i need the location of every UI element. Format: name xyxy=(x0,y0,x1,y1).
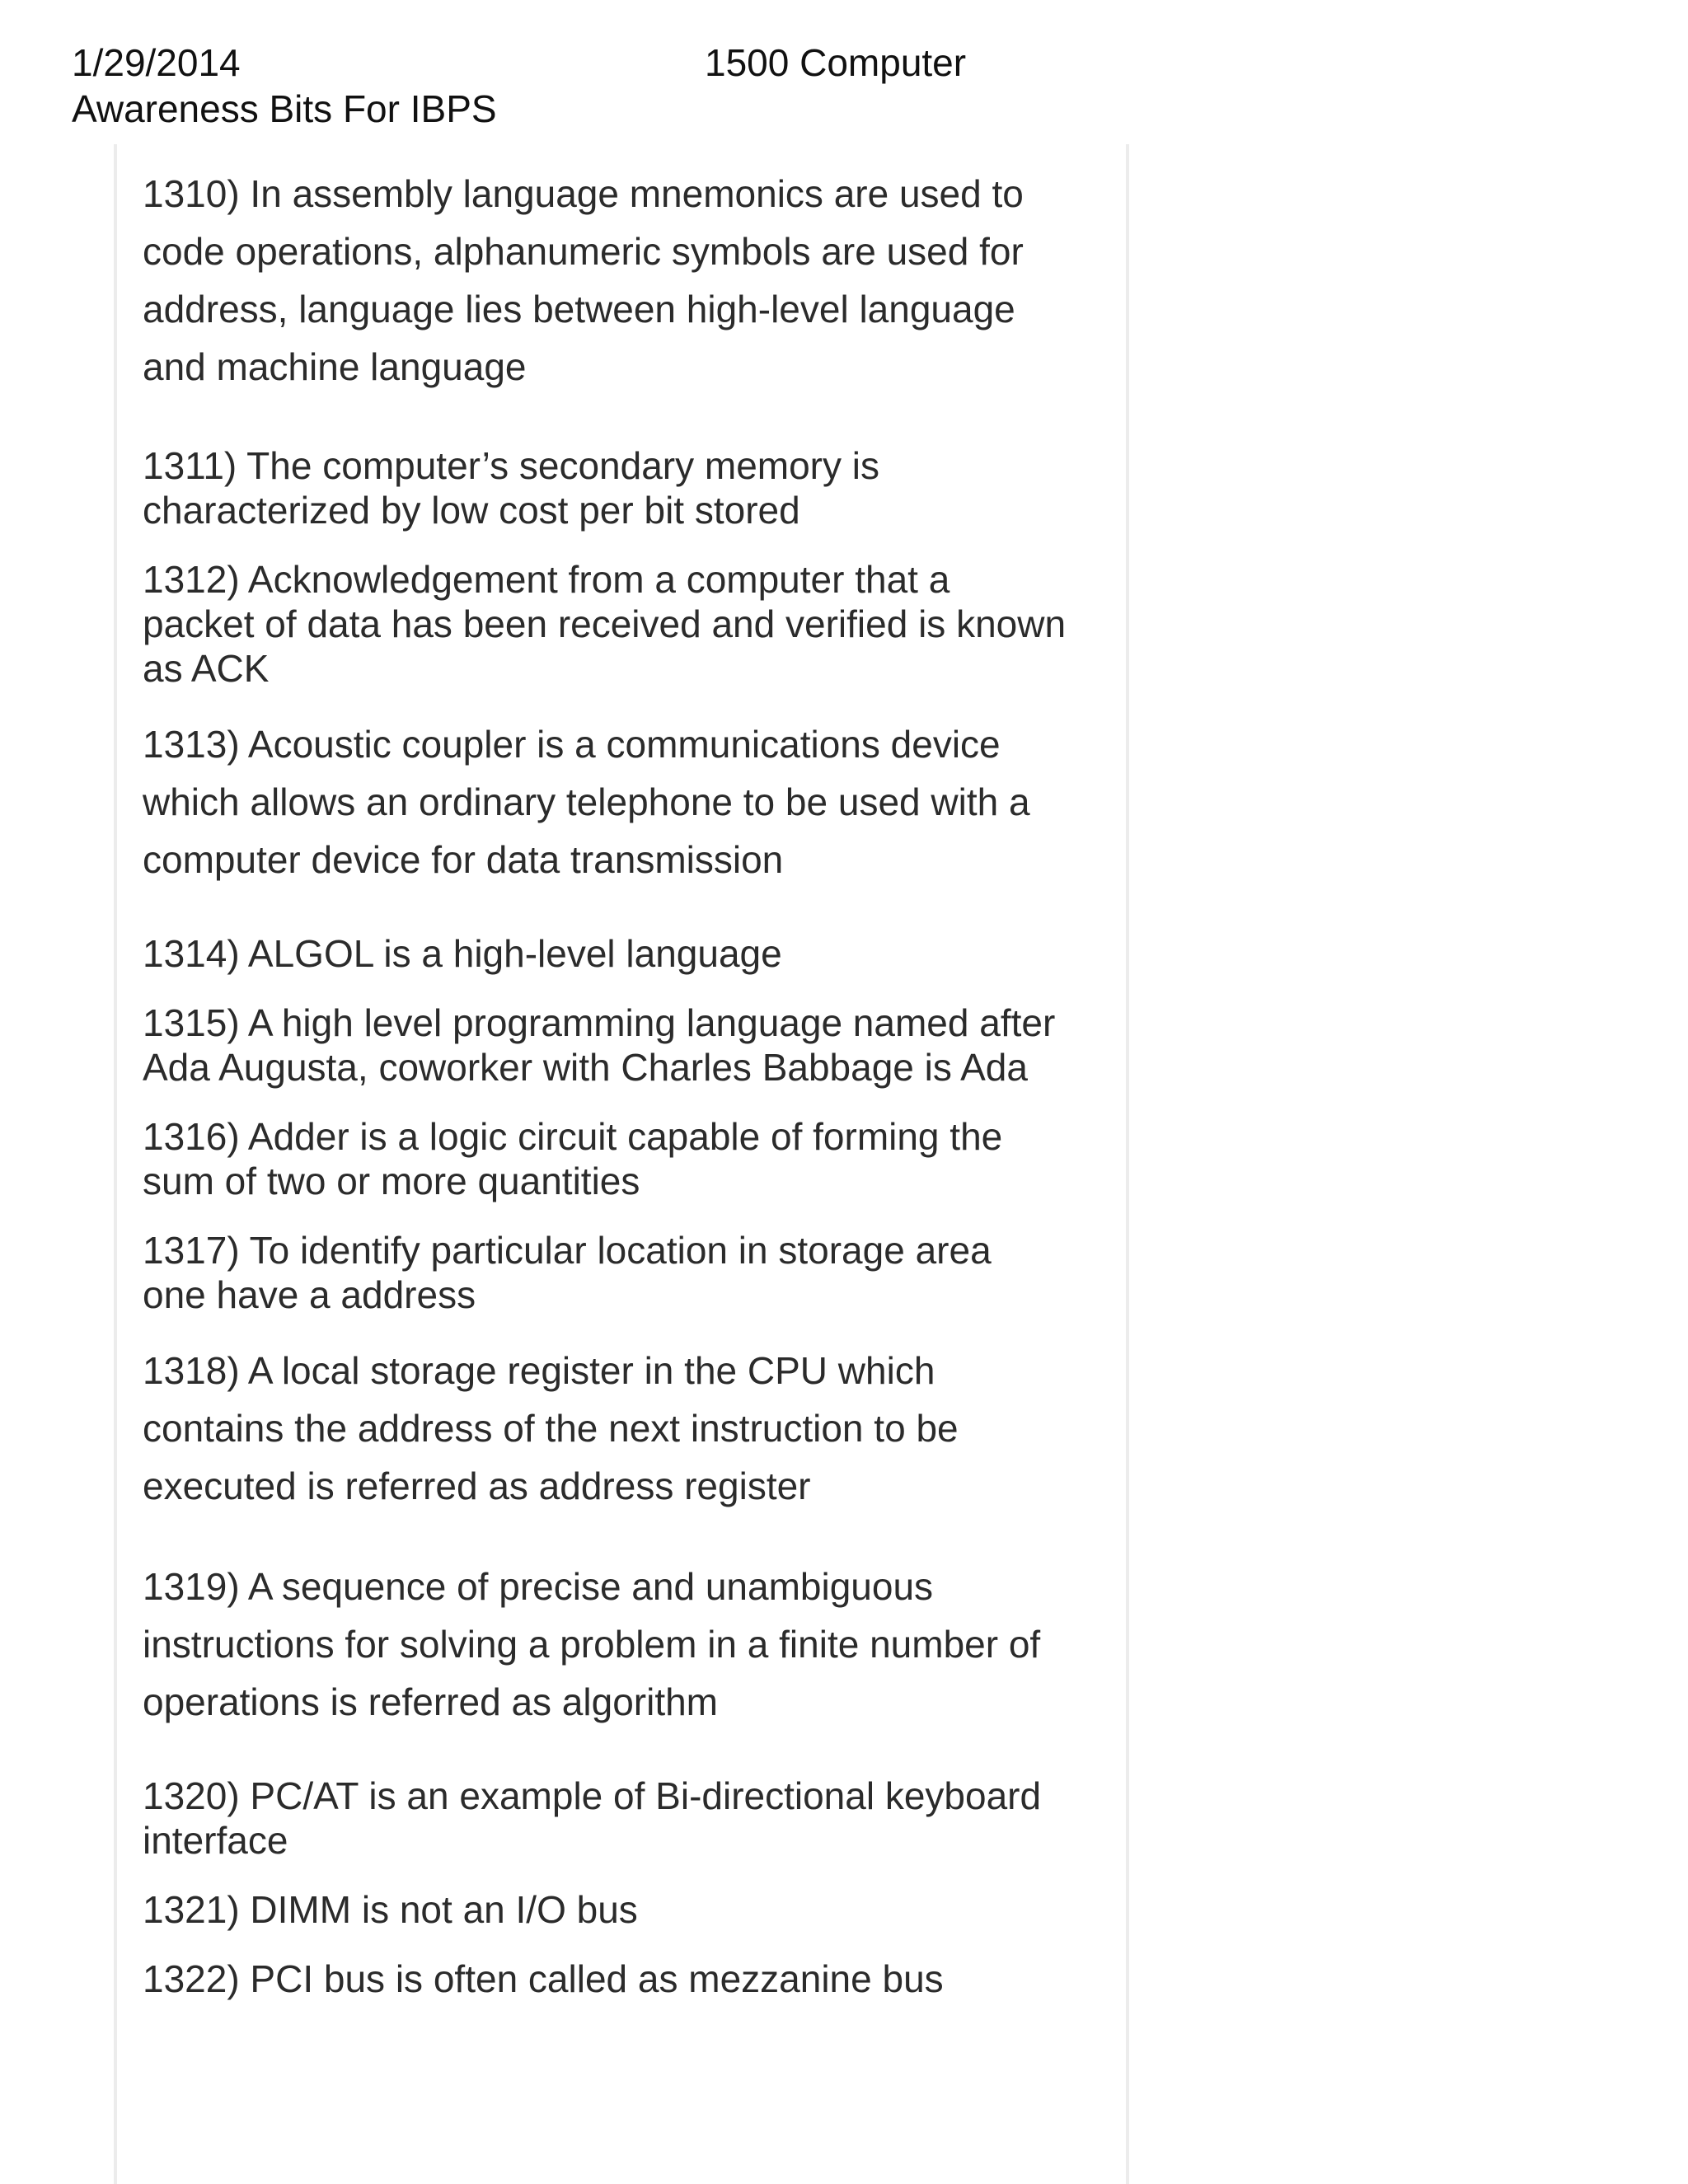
list-item xyxy=(143,1228,1107,1317)
list-item-line: 1321) DIMM is not an I/O bus xyxy=(143,1888,638,1931)
list-item-line: sum of two or more quantities xyxy=(143,1160,640,1202)
list-item-line: 1315) A high level programming language named after xyxy=(143,1001,1056,1044)
list-item-line: executed is referred as address register xyxy=(143,1465,811,1507)
list-item-line: 1313) Acoustic coupler is a communications device xyxy=(143,723,1001,766)
list-item xyxy=(143,1001,1107,1090)
list-item-line: 1318) A local storage register in the CPU which xyxy=(143,1349,935,1392)
list-item-line: which allows an ordinary telephone to be used with a xyxy=(143,780,1030,823)
list-item xyxy=(143,1957,1107,2001)
list-item-line: characterized by low cost per bit stored xyxy=(143,489,800,532)
list-item xyxy=(143,1887,1107,1932)
list-item xyxy=(143,1342,1107,1515)
list-item xyxy=(143,1558,1107,1731)
list-item-line: 1314) ALGOL is a high-level language xyxy=(143,932,782,975)
facts-list xyxy=(143,165,1107,2001)
list-item-line: 1322) PCI bus is often called as mezzanine bus xyxy=(143,1957,944,2000)
list-item-line: 1320) PC/AT is an example of Bi-directional keyboard xyxy=(143,1774,1042,1817)
list-item-line: 1310) In assembly language mnemonics are used to xyxy=(143,172,1024,215)
list-item-line: 1317) To identify particular location in storage area xyxy=(143,1229,992,1272)
list-item-line: computer device for data transmission xyxy=(143,838,784,881)
list-item-line: 1311) The computer’s secondary memory is xyxy=(143,444,879,487)
list-item-line: interface xyxy=(143,1819,288,1862)
header-title-line1: 1500 Computer xyxy=(705,41,967,84)
list-item xyxy=(143,931,1107,976)
list-item-line: address, language lies between high-level language xyxy=(143,288,1015,330)
list-item xyxy=(143,443,1107,532)
list-item-line: instructions for solving a problem in a finite number of xyxy=(143,1623,1041,1666)
list-item xyxy=(143,165,1107,396)
list-item-line: packet of data has been received and verified is known xyxy=(143,602,1067,645)
header-title-line2: Awareness Bits For IBPS xyxy=(72,87,497,130)
list-item-line: operations is referred as algorithm xyxy=(143,1680,718,1723)
list-item-line: 1312) Acknowledgement from a computer that a xyxy=(143,558,950,601)
list-item-line: 1319) A sequence of precise and unambiguous xyxy=(143,1565,934,1608)
list-item xyxy=(143,1774,1107,1863)
list-item xyxy=(143,557,1107,691)
list-item-line: Ada Augusta, coworker with Charles Babbage is Ada xyxy=(143,1046,1028,1089)
list-item-line: as ACK xyxy=(143,647,270,690)
list-item xyxy=(143,715,1107,888)
list-item-line: 1316) Adder is a logic circuit capable of forming the xyxy=(143,1115,1003,1158)
list-item-line: and machine language xyxy=(143,345,527,388)
list-item xyxy=(143,1114,1107,1203)
header-date: 1/29/2014 xyxy=(72,41,241,84)
list-item-line: contains the address of the next instruction to be xyxy=(143,1407,959,1450)
list-item-line: code operations, alphanumeric symbols are used for xyxy=(143,230,1024,273)
list-item-line: one have a address xyxy=(143,1273,476,1316)
